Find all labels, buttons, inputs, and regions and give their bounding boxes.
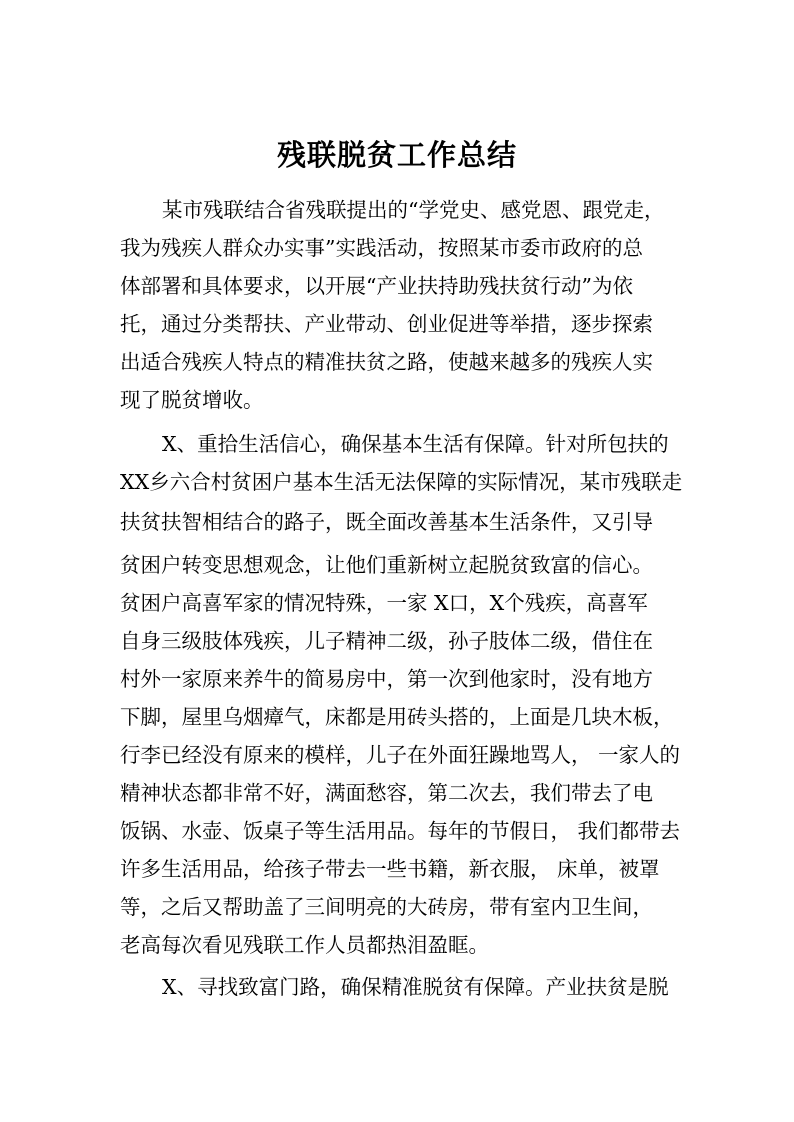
- paragraph-line: 村外一家原来养牛的简易房中，第一次到他家时，没有地方: [120, 667, 653, 691]
- paragraph-line: 托，通过分类帮扶、产业带动、创业促进等举措，逐步探索: [120, 312, 653, 336]
- paragraph-line: 贫困户高喜军家的情况特殊，一家 X口，X个残疾，高喜军: [120, 591, 648, 615]
- paragraph-line: 精神状态都非常不好，满面愁容，第二次去，我们带去了电: [120, 781, 653, 805]
- paragraph-line: 饭锅、水壶、饭桌子等生活用品。每年的节假日， 我们都带去: [120, 819, 681, 843]
- paragraph-line: 现了脱贫增收。: [120, 388, 264, 412]
- paragraph-line: X、寻找致富门路，确保精准脱贫有保障。产业扶贫是脱: [162, 975, 669, 999]
- paragraph-line: 出适合残疾人特点的精准扶贫之路，使越来越多的残疾人实: [120, 350, 653, 374]
- paragraph-line: X、重拾生活信心，确保基本生活有保障。针对所包扶的: [162, 432, 669, 456]
- paragraph-line: 行李已经没有原来的模样，儿子在外面狂躁地骂人， 一家人的: [120, 743, 681, 767]
- paragraph-line: 扶贫扶智相结合的路子，既全面改善基本生活条件，又引导: [120, 510, 653, 534]
- paragraph-line: 自身三级肢体残疾，儿子精神二级，孙子肢体二级，借住在: [120, 629, 653, 653]
- paragraph-line: 等，之后又帮助盖了三间明亮的大砖房，带有室内卫生间，: [120, 895, 653, 919]
- paragraph-line: 下脚，屋里乌烟瘴气，床都是用砖头搭的，上面是几块木板，: [120, 705, 674, 729]
- paragraph-line: XX乡六合村贫困户基本生活无法保障的实际情况，某市残联走: [120, 470, 683, 494]
- paragraph-line: 老高每次看见残联工作人员都热泪盈眶。: [120, 933, 489, 957]
- paragraph-line: 体部署和具体要求，以开展“产业扶持助残扶贫行动”为依: [120, 274, 633, 298]
- paragraph-line: 某市残联结合省残联提出的“学党史、感党恩、跟党走，: [162, 198, 665, 222]
- paragraph-line: 我为残疾人群众办实事”实践活动，按照某市委市政府的总: [120, 236, 643, 260]
- paragraph-line: 贫困户转变思想观念，让他们重新树立起脱贫致富的信心。: [120, 553, 653, 577]
- paragraph-line: 许多生活用品，给孩子带去一些书籍，新衣服， 床单，被罩: [120, 857, 660, 881]
- document-title: 残联脱贫工作总结: [276, 138, 517, 172]
